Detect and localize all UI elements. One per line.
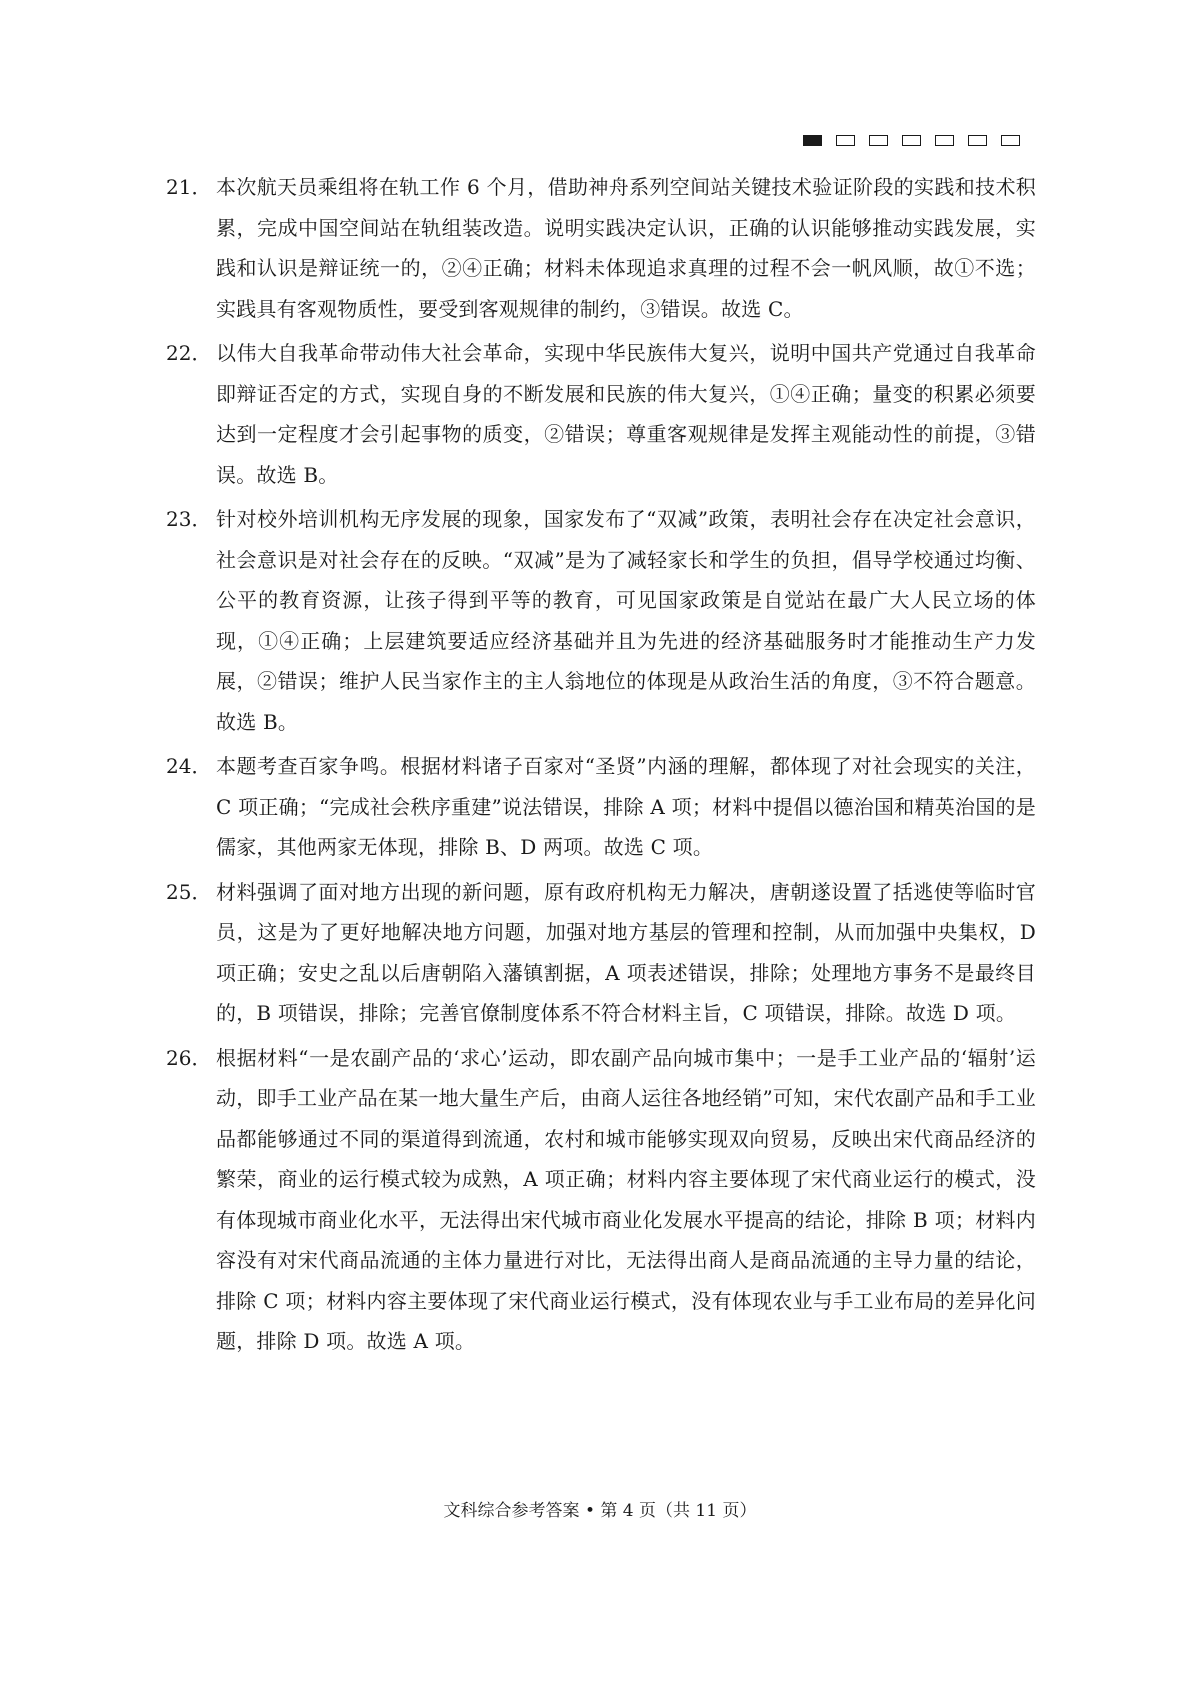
answer-item-26 [166,1038,1036,1362]
page-marker-2 [836,135,855,146]
answer-item-21 [166,167,1036,329]
page-marker-6 [968,135,987,146]
answer-text: 以伟大自我革命带动伟大社会革命，实现中华民族伟大复兴，说明中国共产党通过自我革命即辩证否定的方式，实现自身的不断发展和民族的伟大复兴，①④正确；量变的积累必须要达到一定程度才会引起事物的质变，②错误；尊重客观规律是发挥主观能动性的前提，③错误。故选 B。 [216,341,1036,487]
page-footer: 文科综合参考答案 • 第 4 页（共 11 页） [443,1501,757,1521]
answer-text: 本题考查百家争鸣。根据材料诸子百家对“圣贤”内涵的理解，都体现了对社会现实的关注，C 项正确；“完成社会秩序重建”说法错误，排除 A 项；材料中提倡以德治国和精英治国的是儒家，其他两家无体现，排除 B、D 两项。故选 C 项。 [216,754,1036,859]
answer-item-22 [166,333,1036,495]
answer-list [166,167,1036,1366]
page-marker-4 [902,135,921,146]
page-marker-3 [869,135,888,146]
answer-text: 根据材料“一是农副产品的‘求心’运动，即农副产品向城市集中；一是手工业产品的‘辐射’运动，即手工业产品在某一地大量生产后，由商人运往各地经销”可知，宋代农副产品和手工业品都能够通过不同的渠道得到流通，农村和城市能够实现双向贸易，反映出宋代商品经济的繁荣，商业的运行模式较为成熟，A 项正确；材料内容主要体现了宋代商业运行的模式，没有体现城市商业化水平，无法得出宋代城市商业化发展水平提高的结论，排除 B 项；材料内容没有对宋代商品流通的主体力量进行对比，无法得出商人是商品流通的主导力量的结论，排除 C 项；材料内容主要体现了宋代商业运行模式，没有体现农业与手工业布局的差异化问题，排除 D 项。故选 A 项。 [216,1045,1036,1353]
answer-number: 24． [166,754,212,778]
answer-text: 针对校外培训机构无序发展的现象，国家发布了“双减”政策，表明社会存在决定社会意识，社会意识是对社会存在的反映。“双减”是为了减轻家长和学生的负担，倡导学校通过均衡、公平的教育资源，让孩子得到平等的教育，可见国家政策是自觉站在最广大人民立场的体现，①④正确；上层建筑要适应经济基础并且为先进的经济基础服务时才能推动生产力发展，②错误；维护人民当家作主的主人翁地位的体现是从政治生活的角度，③不符合题意。故选 B。 [216,507,1036,734]
answer-item-23 [166,499,1036,742]
answer-item-24 [166,746,1036,868]
answer-number: 23． [166,507,212,531]
page-marker-5 [935,135,954,146]
answer-number: 21． [166,175,212,199]
page-position-markers [803,135,1020,146]
answer-number: 26． [166,1045,212,1070]
answer-item-25 [166,872,1036,1034]
answer-text: 材料强调了面对地方出现的新问题，原有政府机构无力解决，唐朝遂设置了括逃使等临时官员，这是为了更好地解决地方问题，加强对地方基层的管理和控制，从而加强中央集权，D 项正确；安史之乱以后唐朝陷入藩镇割据，A 项表述错误，排除；处理地方事务不是最终目的，B 项错误，排除；完善官僚制度体系不符合材料主旨，C 项错误，排除。故选 D 项。 [216,879,1036,1025]
answer-number: 25． [166,879,212,904]
page-marker-7 [1001,135,1020,146]
page-marker-1 [803,135,822,146]
answer-number: 22． [166,341,212,365]
answer-text: 本次航天员乘组将在轨工作 6 个月，借助神舟系列空间站关键技术验证阶段的实践和技术积累，完成中国空间站在轨组装改造。说明实践决定认识，正确的认识能够推动实践发展，实践和认识是辩证统一的，②④正确；材料未体现追求真理的过程不会一帆风顺，故①不选；实践具有客观物质性，要受到客观规律的制约，③错误。故选 C。 [216,175,1036,321]
